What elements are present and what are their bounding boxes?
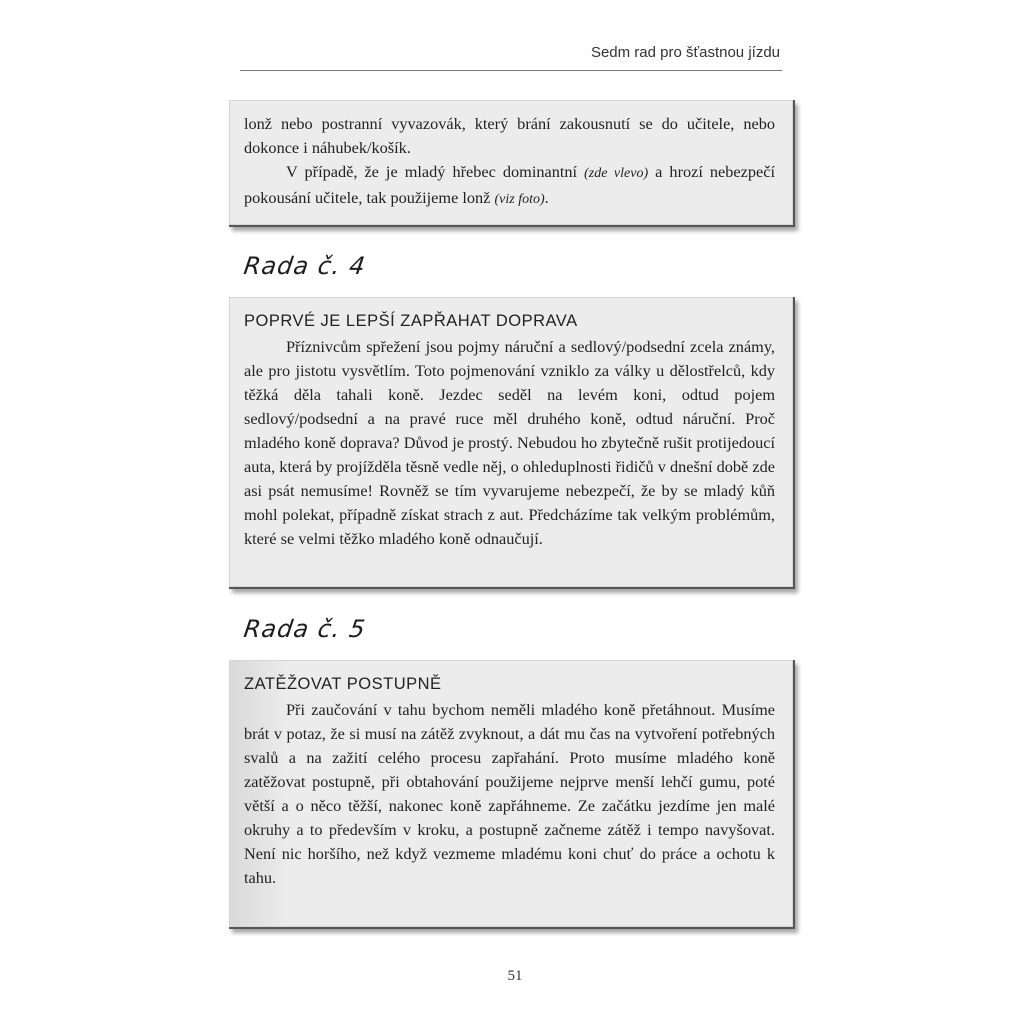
page-number: 51 bbox=[507, 968, 523, 984]
box1-paragraph-2 bbox=[244, 160, 775, 212]
header-divider bbox=[240, 70, 782, 71]
tip-5-title: ZATĚŽOVAT POSTUPNĚ bbox=[244, 675, 442, 693]
tip-5-heading: Rada č. 5 bbox=[242, 615, 368, 643]
tip-4-title: POPRVÉ JE LEPŠÍ ZAPŘAHAT DOPRAVA bbox=[244, 312, 578, 330]
tip-4-box bbox=[229, 297, 795, 589]
tip-5-box bbox=[229, 660, 795, 929]
box1-p2-text-c: . bbox=[544, 188, 549, 207]
tip-5-text: Při zaučování v tahu bychom neměli mladého koně přetáhnout. Musíme brát v potaz, že si musí na zátěž zvyknout, a dát mu čas na vytvoření potřebných svalů a na zažití celého procesu zapřahání. Proto musíme mladého koně zatěžovat postupně, při obtahování použijeme nejprve menší lehčí gumu, poté větší a o něco těžší, nakonec koně zapřáhneme. Ze začátku jezdíme jen malé okruhy a to především v kroku, a postupně začneme zátěž i tempo navyšovat. Není nic horšího, než když vezmeme mladému koni chuť do práce a ochotu k tahu. bbox=[244, 700, 775, 887]
tip-4-text: Příznivcům spřežení jsou pojmy náruční a sedlový/podsední zcela známy, ale pro jistotu vysvětlím. Toto pojmenování vzniklo za války u dělostřelců, kdy těžká děla tahali koně. Jezdec seděl na levém koni, odtud pojem sedlový/podsední a na pravé ruce měl druhého koně, odtud náruční. Proč mladého koně doprava? Důvod je prostý. Nebudou ho zbytečně rušit protijedoucí auta, která by projížděla těsně vedle něj, o ohleduplnosti řidičů v dnešní době zde asi psát nemusíme! Rovněž se tím vyvarujeme nebezpečí, že by se mladý kůň mohl polekat, případně získat strach z aut. Předcházíme tak velkým problémům, které se velmi těžko mladého koně odnaučují. bbox=[244, 337, 775, 548]
running-header: Sedm rad pro šťastnou jízdu bbox=[590, 44, 780, 61]
tip-4-heading: Rada č. 4 bbox=[242, 252, 368, 280]
box1-p2-note-1: (zde vlevo) bbox=[584, 166, 649, 181]
box1-p2-note-2: (viz foto) bbox=[494, 192, 545, 207]
continued-text-box bbox=[229, 100, 795, 227]
box1-p2-text-b: a hrozí nebezpečí pokousání učitele, tak použijeme lonž bbox=[244, 162, 775, 207]
box1-p2-text-a: V případě, že je mladý hřebec dominantní bbox=[286, 162, 585, 181]
box1-paragraph-1: lonž nebo postranní vyvazovák, který brání zakousnutí se do učitele, nebo dokonce i náhubek/košík. bbox=[244, 114, 775, 157]
